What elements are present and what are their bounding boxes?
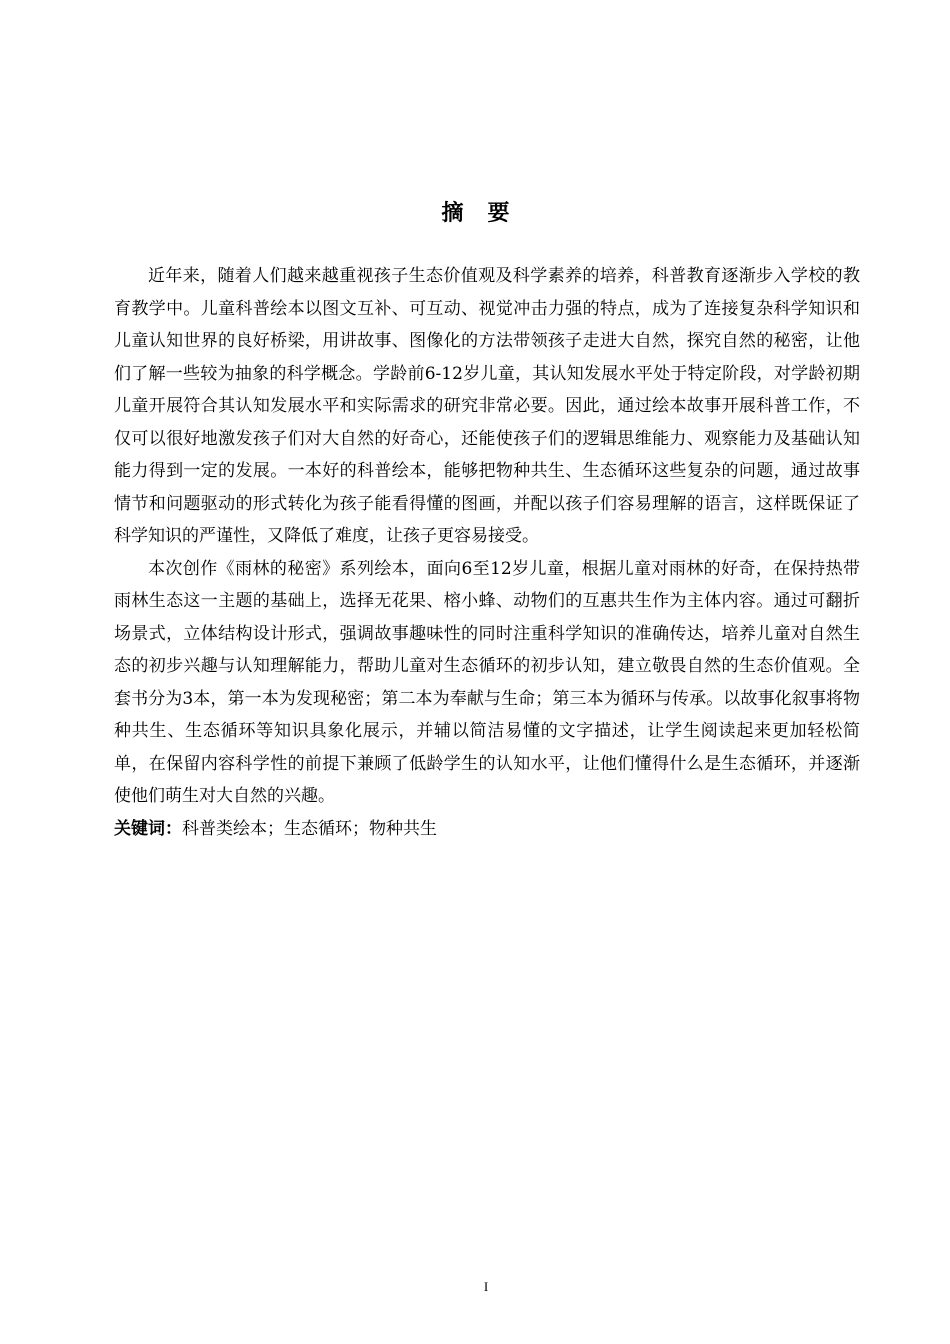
abstract-body <box>114 260 860 845</box>
keywords-label: 关键词： <box>114 818 182 839</box>
abstract-title: 摘要 <box>441 201 534 226</box>
keywords-value: 科普类绘本；生态循环；物种共生 <box>182 818 437 839</box>
abstract-paragraph-2: 本次创作《雨林的秘密》系列绘本，面向6至12岁儿童，根据儿童对雨林的好奇，在保持热带雨林生态这一主题的基础上，选择无花果、榕小蜂、动物们的互惠共生作为主体内容。通过可翻折场景式，立体结构设计形式，强调故事趣味性的同时注重科学知识的准确传达，培养儿童对自然生态的初步兴趣与认知理解能力，帮助儿童对生态循环的初步认知，建立敬畏自然的生态价值观。全套书分为3本，第一本为发现秘密；第二本为奉献与生命；第三本为循环与传承。以故事化叙事将物种共生、生态循环等知识具象化展示，并辅以简洁易懂的文字描述，让学生阅读起来更加轻松简单，在保留内容科学性的前提下兼顾了低龄学生的认知水平，让他们懂得什么是生态循环，并逐渐使他们萌生对大自然的兴趣。 <box>114 558 860 806</box>
page-number: I <box>483 1279 489 1294</box>
abstract-paragraph-1: 近年来，随着人们越来越重视孩子生态价值观及科学素养的培养，科普教育逐渐步入学校的教育教学中。儿童科普绘本以图文互补、可互动、视觉冲击力强的特点，成为了连接复杂科学知识和儿童认知世界的良好桥梁，用讲故事、图像化的方法带领孩子走进大自然，探究自然的秘密，让他们了解一些较为抽象的科学概念。学龄前6-12岁儿童，其认知发展水平处于特定阶段，对学龄初期儿童开展符合其认知发展水平和实际需求的研究非常必要。因此，通过绘本故事开展科普工作，不仅可以很好地激发孩子们对大自然的好奇心，还能使孩子们的逻辑思维能力、观察能力及基础认知能力得到一定的发展。一本好的科普绘本，能够把物种共生、生态循环这些复杂的问题，通过故事情节和问题驱动的形式转化为孩子能看得懂的图画，并配以孩子们容易理解的语言，这样既保证了科学知识的严谨性，又降低了难度，让孩子更容易接受。 <box>114 266 860 546</box>
keywords-line <box>114 813 860 846</box>
